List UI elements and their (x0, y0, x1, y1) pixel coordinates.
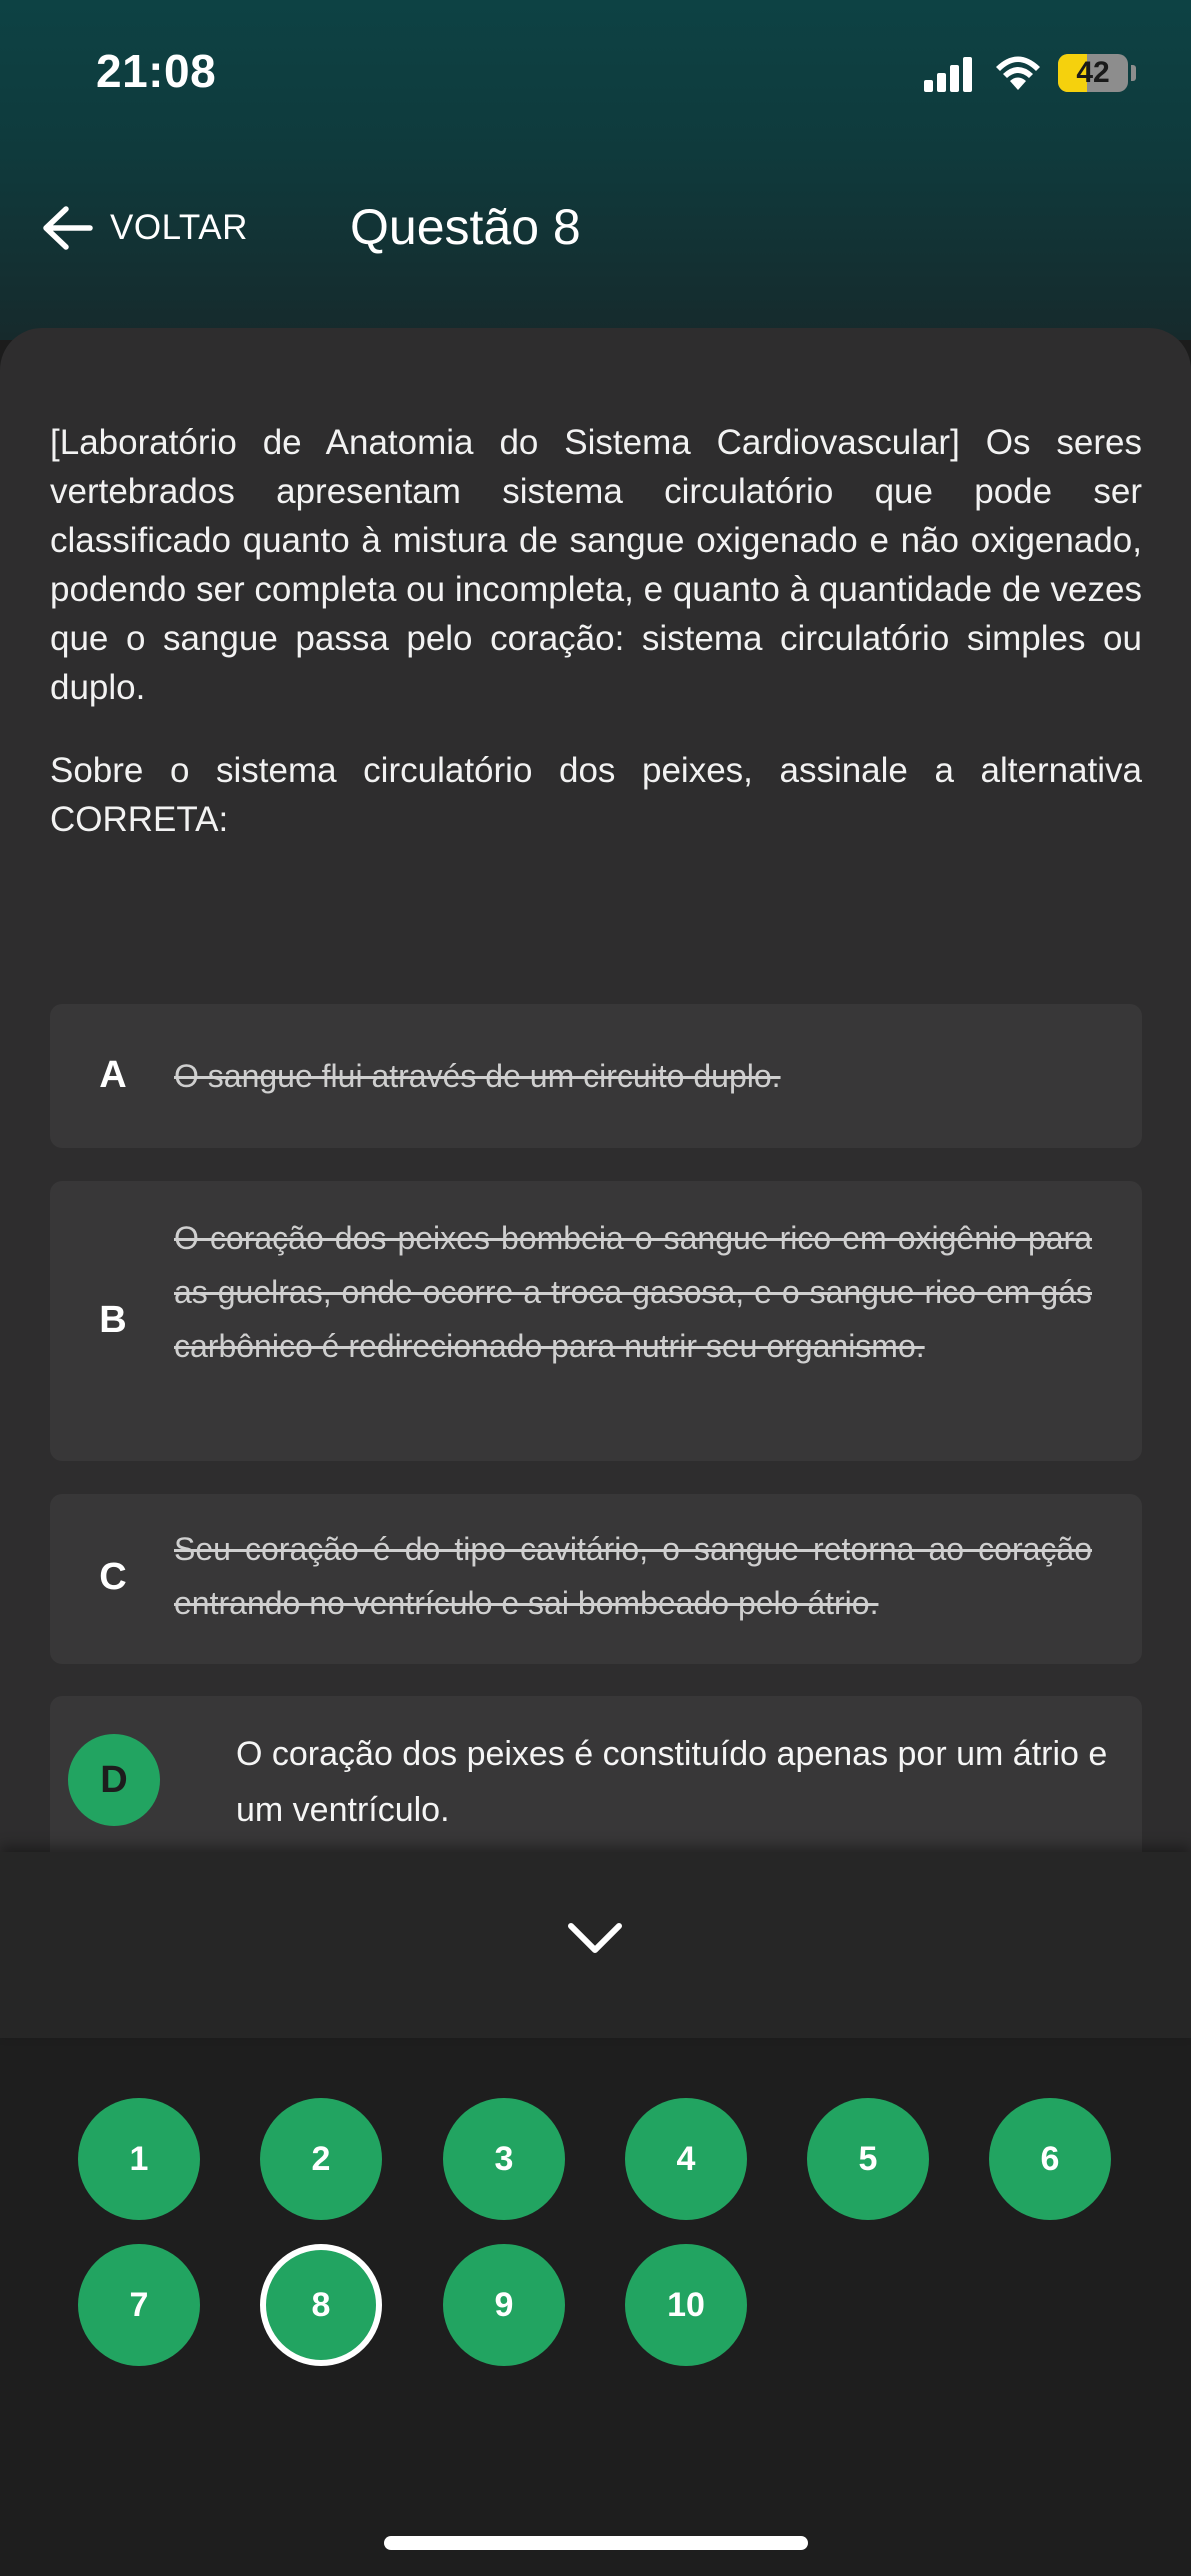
option-text: O coração dos peixes é constituído apenas por um átrio e um ventrículo. (236, 1735, 1108, 1829)
battery-icon (1058, 54, 1128, 92)
back-label: VOLTAR (110, 208, 248, 247)
question-number-5[interactable]: 5 (807, 2098, 929, 2220)
option-text: O sangue flui através de um circuito duplo. (174, 1058, 781, 1094)
option-letter: A (99, 1054, 127, 1096)
collapse-navigator-button[interactable] (0, 1852, 1191, 2038)
back-button[interactable] (40, 196, 248, 260)
option-letter: C (99, 1556, 127, 1598)
question-number-7[interactable]: 7 (78, 2244, 200, 2366)
question-number-6[interactable]: 6 (989, 2098, 1111, 2220)
battery-tip (1131, 65, 1136, 81)
option-d[interactable] (50, 1696, 1142, 1876)
question-paragraph: [Laboratório de Anatomia do Sistema Cardiovascular] Os seres vertebrados apresentam sistema circulatório que pode ser classificado quanto à mistura de sangue oxigenado e não oxigenado, podendo ser completa ou incompleta, e quanto à quantidade de vezes que o sangue passa pelo coração: sistema circulatório simples ou duplo. (50, 423, 1142, 707)
question-number-10[interactable]: 10 (625, 2244, 747, 2366)
chevron-down-icon (565, 1918, 625, 1958)
signal-icon (924, 56, 974, 92)
home-indicator[interactable] (384, 2536, 808, 2550)
option-c[interactable] (50, 1494, 1142, 1664)
question-text (50, 418, 1142, 878)
option-text: O coração dos peixes bombeia o sangue rico em oxigênio para as guelras, onde ocorre a troca gasosa, e o sangue rico em gás carbônico é redirecionado para nutrir seu organismo. (174, 1220, 1092, 1364)
option-text: Seu coração é do tipo cavitário, o sangue retorna ao coração entrando no ventrículo e sai bombeado pelo átrio. (174, 1531, 1092, 1621)
option-b[interactable] (50, 1181, 1142, 1461)
option-selected-badge: D (68, 1734, 160, 1826)
question-number-1[interactable]: 1 (78, 2098, 200, 2220)
question-number-8-current[interactable]: 8 (260, 2244, 382, 2366)
arrow-left-icon (40, 205, 94, 251)
page-title: Questão 8 (350, 199, 581, 255)
wifi-icon (994, 52, 1042, 92)
question-number-2[interactable]: 2 (260, 2098, 382, 2220)
question-number-9[interactable]: 9 (443, 2244, 565, 2366)
question-prompt: Sobre o sistema circulatório dos peixes, assinale a alternativa CORRETA: (50, 751, 1142, 839)
question-number-3[interactable]: 3 (443, 2098, 565, 2220)
question-number-4[interactable]: 4 (625, 2098, 747, 2220)
option-letter: B (99, 1299, 127, 1341)
status-time: 21:08 (96, 45, 217, 97)
option-a[interactable] (50, 1004, 1142, 1148)
battery-level: 42 (1076, 56, 1110, 89)
